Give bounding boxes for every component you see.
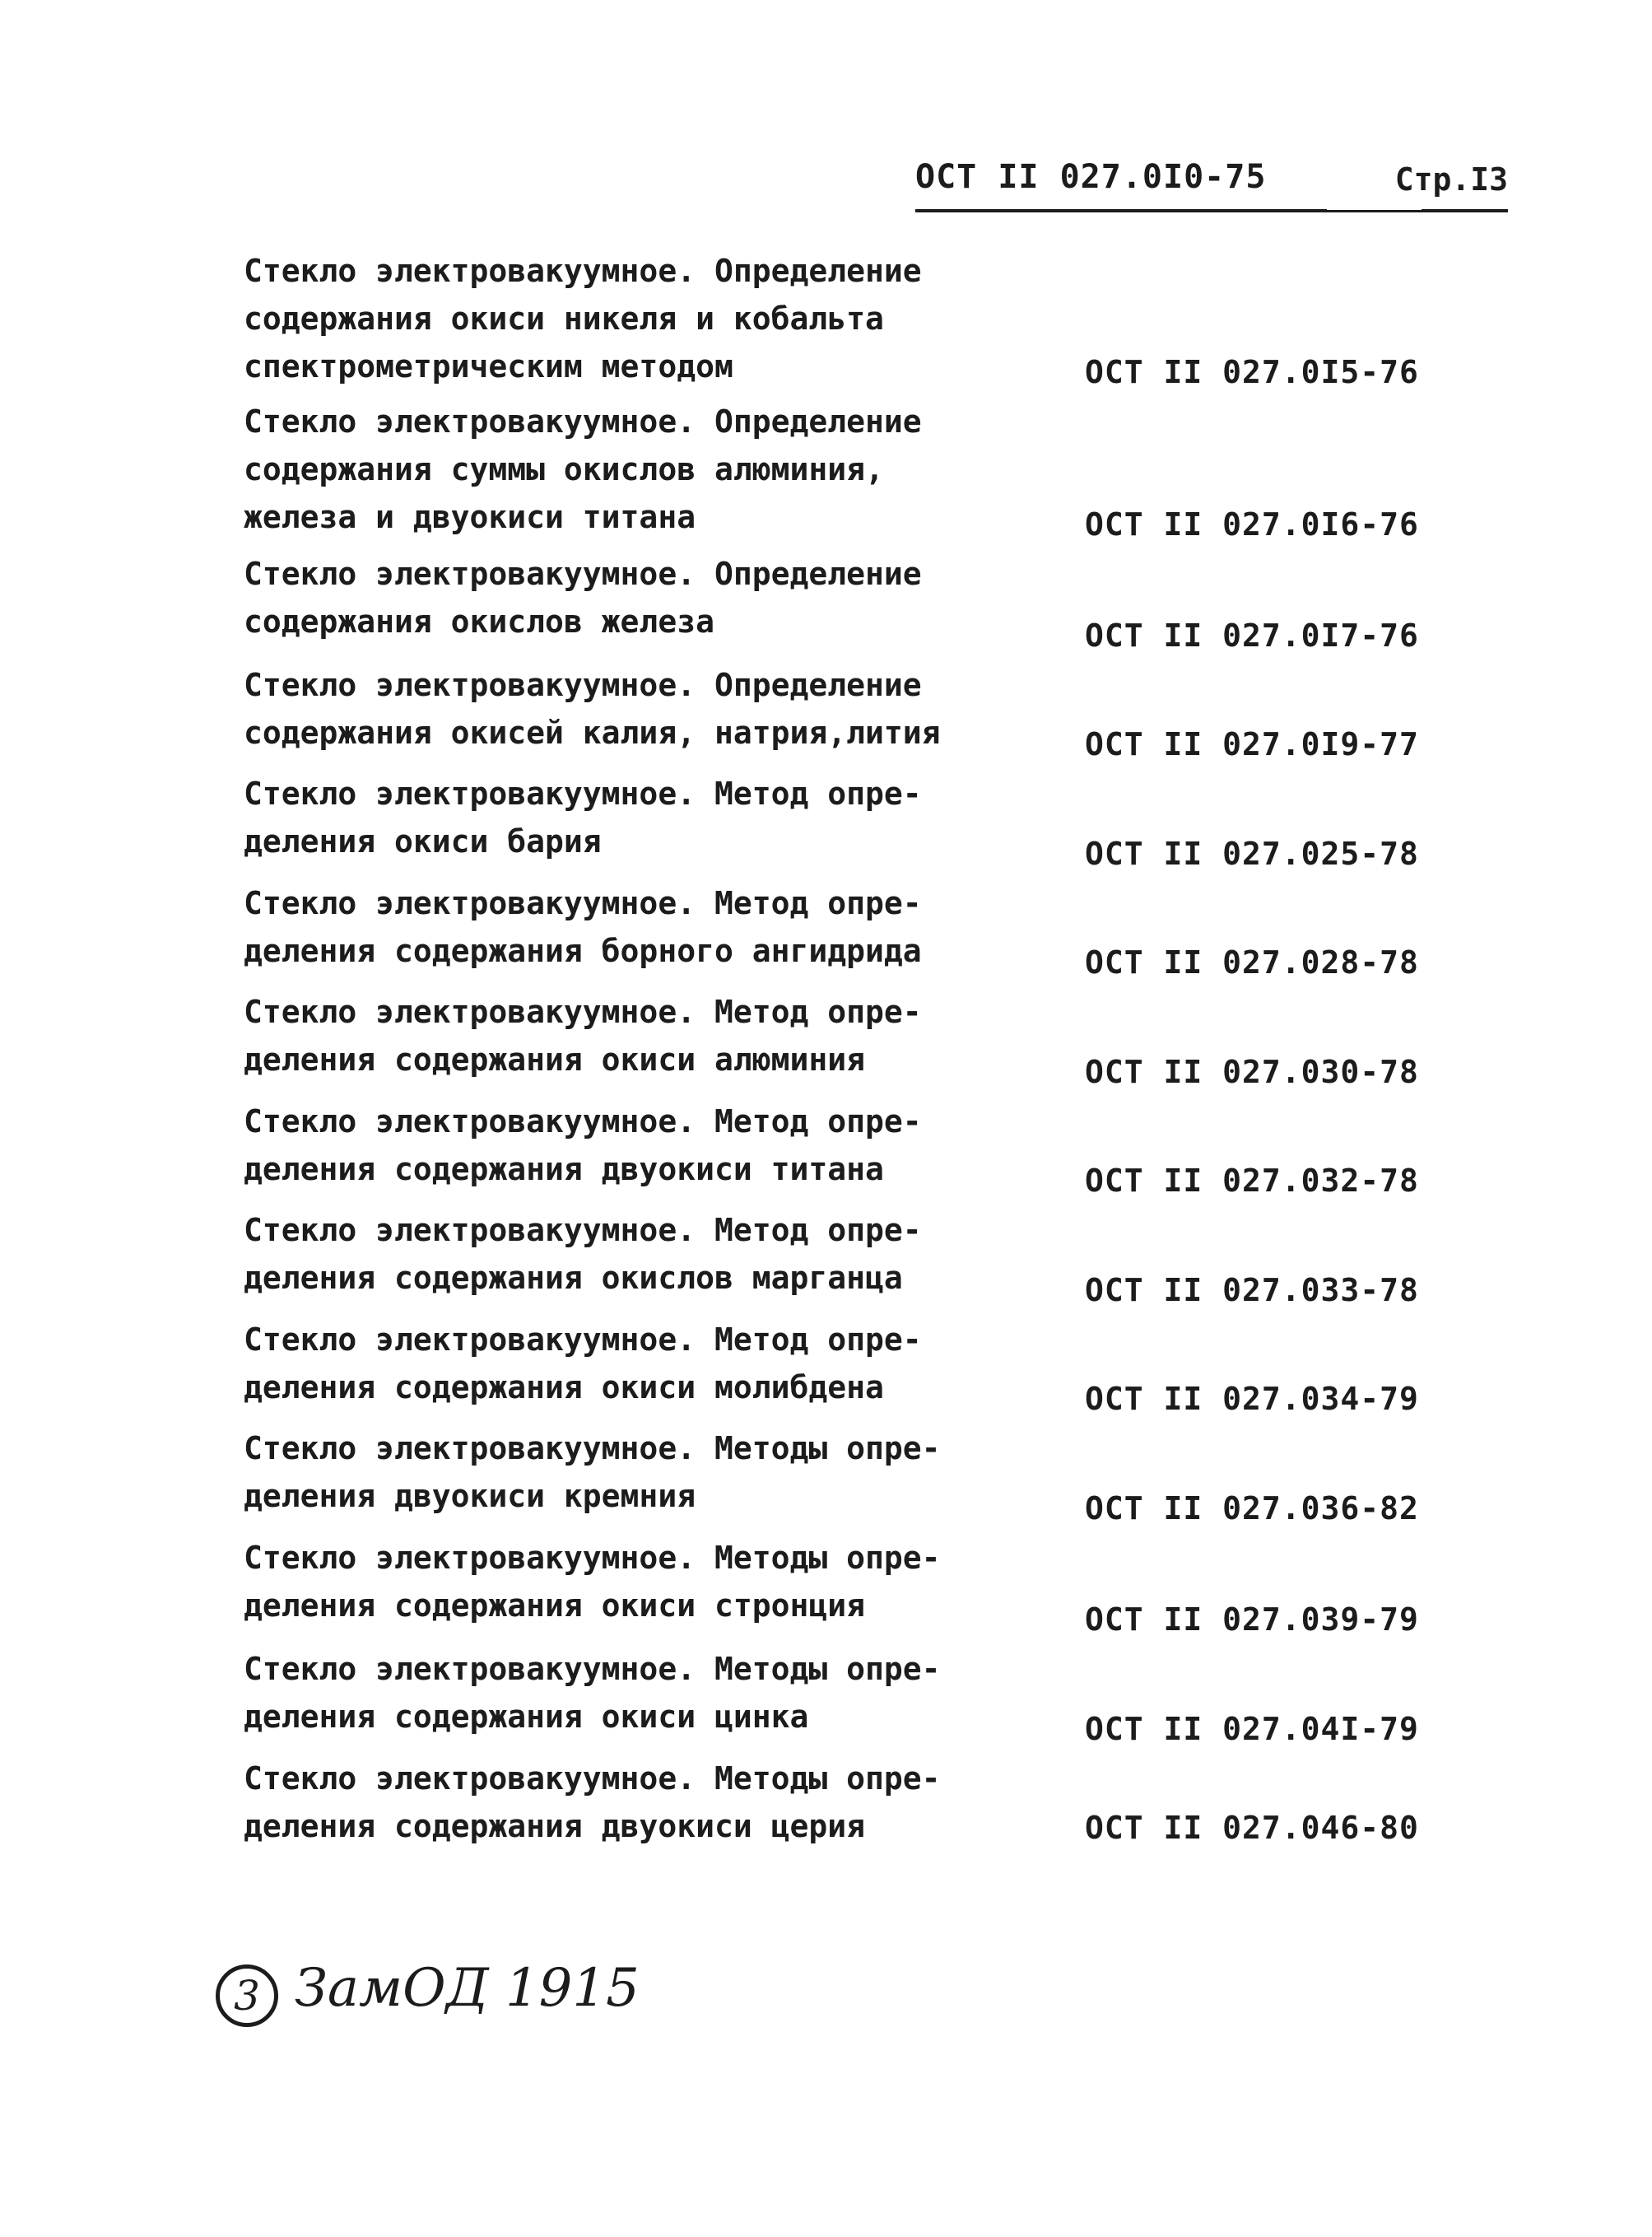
standard-code: ОСТ II 027.033-78 — [1085, 1272, 1419, 1308]
list-item — [244, 247, 1437, 398]
list-item — [244, 661, 1437, 770]
standard-code: ОСТ II 027.025-78 — [1085, 836, 1419, 872]
list-item — [244, 398, 1437, 550]
list-item — [244, 1645, 1437, 1755]
standard-code: ОСТ II 027.0I7-76 — [1085, 618, 1419, 654]
standard-code: ОСТ II 027.034-79 — [1085, 1381, 1419, 1417]
standard-code: ОСТ II 027.0I6-76 — [1085, 506, 1419, 543]
standard-title: Стекло электровакуумное. Метод опре- деления содержания борного ангидрида — [244, 885, 922, 969]
header-underline — [915, 209, 1327, 212]
standard-title: Стекло электровакуумное. Методы опре- деления содержания окиси цинка — [244, 1651, 941, 1735]
standard-title: Стекло электровакуумное. Метод опре- деления содержания окислов марганца — [244, 1212, 922, 1296]
standard-title: Стекло электровакуумное. Метод опре- деления окиси бария — [244, 776, 922, 860]
standard-code: ОСТ II 027.046-80 — [1085, 1810, 1419, 1846]
standard-code: ОСТ II 027.028-78 — [1085, 944, 1419, 981]
page-header — [915, 158, 1508, 224]
standard-title: Стекло электровакуумное. Определение содержания окисей калия, натрия,лития — [244, 667, 941, 751]
standard-title: Стекло электровакуумное. Метод опре- деления содержания окиси молибдена — [244, 1321, 922, 1405]
list-item — [244, 988, 1437, 1098]
standard-code: ОСТ II 027.039-79 — [1085, 1601, 1419, 1638]
handwritten-change-note — [216, 1958, 640, 2057]
list-item — [244, 1098, 1437, 1206]
list-item — [244, 879, 1437, 988]
standard-code: ОСТ II 027.036-82 — [1085, 1490, 1419, 1526]
list-item — [244, 1534, 1437, 1645]
standard-title: Стекло электровакуумное. Определение содержания суммы окислов алюминия, железа и двуокиси титана — [244, 403, 922, 535]
standards-list — [244, 247, 1437, 1853]
standard-title: Стекло электровакуумное. Определение содержания окислов железа — [244, 556, 922, 640]
standard-title: Стекло электровакуумное. Методы опре- деления содержания окиси стронция — [244, 1540, 941, 1624]
handwritten-note: ЗамОД 1915 — [295, 1958, 640, 2019]
page-number: Стр.I3 — [1394, 161, 1508, 198]
standard-code: ОСТ II 027.030-78 — [1085, 1054, 1419, 1090]
list-item — [244, 1424, 1437, 1534]
page-number-underline — [1422, 209, 1508, 212]
standard-title: Стекло электровакуумное. Методы опре- деления содержания двуокиси церия — [244, 1760, 941, 1844]
standard-code: ОСТ II 027.0I5-76 — [1085, 354, 1419, 390]
circled-change-number: 3 — [216, 1964, 278, 2027]
list-item — [244, 1206, 1437, 1316]
standard-code: ОСТ II 027.032-78 — [1085, 1163, 1419, 1199]
standard-title: Стекло электровакуумное. Методы опре- деления двуокиси кремния — [244, 1430, 941, 1514]
standard-code: ОСТ II 027.0I9-77 — [1085, 726, 1419, 762]
standard-title: Стекло электровакуумное. Определение содержания окиси никеля и кобальта спектрометрическим методом — [244, 253, 922, 384]
standard-title: Стекло электровакуумное. Метод опре- деления содержания окиси алюминия — [244, 994, 922, 1078]
list-item — [244, 1316, 1437, 1424]
list-item — [244, 1755, 1437, 1853]
standard-code: ОСТ II 027.04I-79 — [1085, 1711, 1419, 1747]
list-item — [244, 550, 1437, 661]
standard-title: Стекло электровакуумное. Метод опре- деления содержания двуокиси титана — [244, 1103, 922, 1187]
document-code: ОСТ II 027.0I0-75 — [915, 158, 1267, 196]
list-item — [244, 770, 1437, 879]
